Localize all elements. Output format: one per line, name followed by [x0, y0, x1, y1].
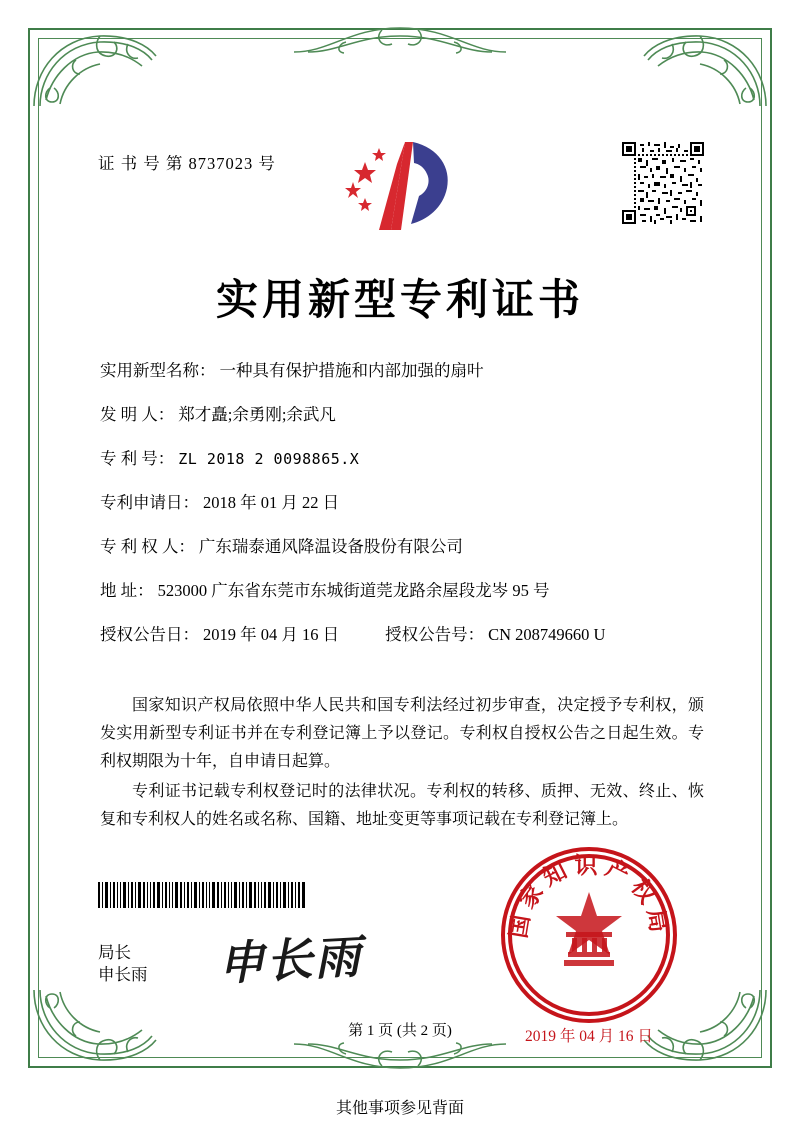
cnipa-logo-icon: [335, 134, 465, 234]
field-patent-number: [100, 448, 712, 470]
field-inventor: [100, 404, 712, 425]
certificate-number: 证 书 号 第 8737023 号: [98, 154, 276, 173]
label-utility-model-name: 实用新型名称：: [100, 361, 216, 380]
field-patentee: [100, 536, 712, 557]
label-patent-number: 专 利 号：: [100, 448, 175, 468]
signature-block: [98, 942, 148, 986]
barcode: [98, 882, 308, 908]
value-utility-model-name: 一种具有保护措施和内部加强的扇叶: [219, 361, 484, 380]
value-inventor: 郑才矗;余勇刚;余武凡: [178, 404, 336, 424]
certificate-content: [68, 72, 732, 1044]
field-grant-info: [100, 624, 712, 645]
label-inventor: 发 明 人：: [100, 404, 175, 424]
ornament-top-center: [290, 22, 510, 61]
label-grant-date: 授权公告日：: [100, 624, 199, 644]
handwritten-signature: 申长雨: [216, 929, 364, 991]
certificate-border: [28, 28, 772, 1068]
value-address: 523000 广东省东莞市东城街道莞龙路余屋段龙岑 95 号: [157, 580, 550, 600]
label-application-date: 专利申请日：: [100, 492, 199, 512]
field-application-date: [100, 492, 712, 513]
value-application-date: 2018 年 01 月 22 日: [203, 492, 340, 512]
field-address: [100, 580, 712, 601]
legal-text: [100, 692, 704, 836]
legal-paragraph-1: 国家知识产权局依照中华人民共和国专利法经过初步审查，决定授予专利权，颁发实用新型专利证书并在专利登记簿上予以登记。专利权自授权公告之日起生效。专利权期限为十年，自申请日起算。: [100, 697, 704, 770]
value-patent-number: ZL 2018 2 0098865.X: [178, 449, 360, 468]
value-grant-date: 2019 年 04 月 16 日: [203, 624, 340, 644]
value-grant-number: CN 208749660 U: [488, 624, 606, 644]
director-name: 申长雨: [98, 965, 148, 984]
label-grant-number: 授权公告号：: [385, 624, 485, 644]
director-label: 局长: [98, 943, 131, 962]
field-utility-model-name: [100, 360, 712, 381]
footer-note: 其他事项参见背面: [335, 1100, 464, 1117]
page-number: 第 1 页 (共 2 页): [348, 1023, 452, 1039]
label-address: 地 址：: [100, 580, 154, 600]
svg-text:国家知识产权局: 国家知识产权局: [504, 852, 674, 941]
fields-list: [100, 360, 712, 668]
seal-date: 2019 年 04 月 16 日: [525, 1028, 653, 1045]
legal-paragraph-2: 专利证书记载专利权登记时的法律状况。专利权的转移、质押、无效、终止、恢复和专利权人的姓名或名称、国籍、地址变更等事项记载在专利登记簿上。: [100, 783, 704, 828]
official-seal: [494, 840, 684, 1030]
value-patentee: 广东瑞泰通风降温设备股份有限公司: [198, 536, 463, 556]
page-title: 实用新型专利证书: [215, 275, 584, 324]
qr-code: [622, 142, 704, 224]
label-patentee: 专 利 权 人：: [100, 536, 195, 556]
